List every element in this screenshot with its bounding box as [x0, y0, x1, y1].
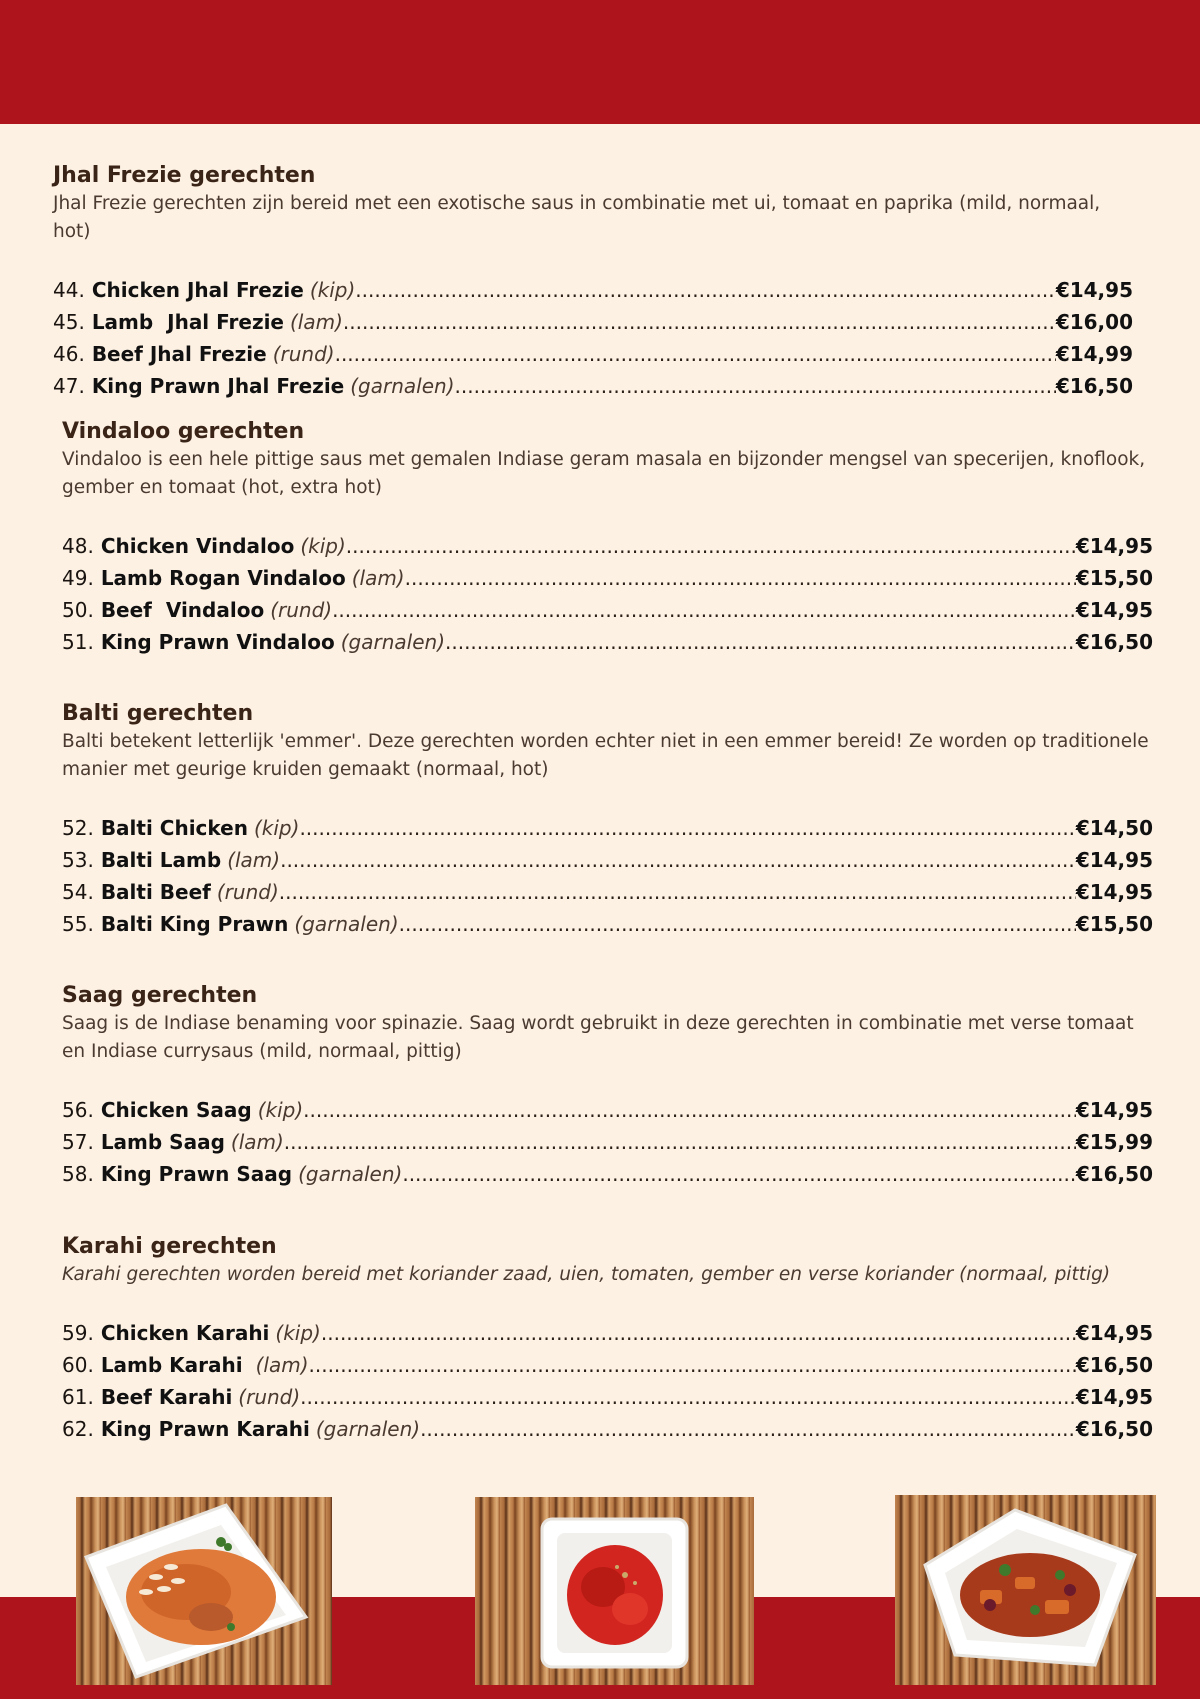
dot-leader [405, 562, 1076, 594]
item-number: 54. [62, 880, 94, 904]
dot-leader [343, 306, 1056, 338]
item-number: 47. [53, 374, 85, 398]
item-price: €14,95 [1075, 1098, 1153, 1122]
item-number: 59. [62, 1321, 94, 1345]
section-description: Karahi gerechten worden bereid met koriander zaad, uien, tomaten, gember en verse koriander (normaal, pittig) [62, 1264, 1111, 1285]
section-balti [62, 700, 1153, 940]
section-title: Vindaloo gerechten [62, 419, 305, 444]
item-name: Chicken Saag [100, 1098, 252, 1122]
section-jhal-frezie [53, 162, 1143, 402]
dot-leader [299, 812, 1075, 844]
item-name: Balti Lamb [100, 848, 222, 872]
dot-leader [355, 274, 1056, 306]
dish-illustration [475, 1497, 754, 1685]
item-price: €16,50 [1075, 1417, 1153, 1441]
menu-list [62, 530, 1153, 658]
item-price: €14,95 [1075, 1385, 1153, 1409]
item-price: €16,50 [1075, 630, 1153, 654]
dot-leader [279, 876, 1076, 908]
item-price: €16,50 [1055, 374, 1133, 398]
section-description: Balti betekent letterlijk 'emmer'. Deze gerechten worden echter niet in een emmer bereid! Ze worden op traditionele manier met geurige kruiden gemaakt (normaal, hot) [62, 731, 1149, 780]
dot-leader [335, 338, 1056, 370]
item-price: €14,95 [1055, 278, 1133, 302]
menu-item [53, 370, 1133, 402]
menu-item [62, 626, 1153, 658]
item-price: €15,50 [1075, 566, 1153, 590]
item-number: 57. [62, 1130, 94, 1154]
section-title: Jhal Frezie gerechten [53, 163, 316, 188]
item-number: 56. [62, 1098, 94, 1122]
item-variant: (lam) [290, 310, 343, 334]
item-price: €14,95 [1075, 1321, 1153, 1345]
item-name: Chicken Vindaloo [100, 534, 295, 558]
item-name: Balti King Prawn [100, 912, 289, 936]
dot-leader [309, 1349, 1076, 1381]
item-name: King Prawn Vindaloo [100, 630, 335, 654]
item-variant: (garnalen) [298, 1162, 403, 1186]
item-number: 62. [62, 1417, 94, 1441]
menu-list [62, 1317, 1153, 1445]
item-number: 49. [62, 566, 94, 590]
section-title: Saag gerechten [62, 983, 258, 1008]
item-variant: (garnalen) [315, 1417, 421, 1441]
menu-item [62, 1413, 1153, 1445]
item-price: €16,00 [1055, 310, 1133, 334]
item-name: Beef Jhal Frezie [91, 342, 267, 366]
menu-list [62, 812, 1153, 940]
item-price: €16,50 [1075, 1162, 1153, 1186]
food-photo [76, 1497, 332, 1685]
item-variant: (kip) [309, 278, 356, 302]
menu-item [62, 1094, 1153, 1126]
top-banner [0, 0, 1200, 124]
item-price: €14,95 [1075, 880, 1153, 904]
dot-leader [346, 530, 1076, 562]
section-description: Jhal Frezie gerechten zijn bereid met een exotische saus in combinatie met ui, tomaat en paprika (mild, normaal, hot) [53, 193, 1101, 242]
item-variant: (garnalen) [340, 630, 445, 654]
item-price: €15,50 [1075, 912, 1153, 936]
dish-illustration [895, 1495, 1156, 1685]
menu-item [53, 306, 1133, 338]
item-price: €14,95 [1075, 598, 1153, 622]
item-name: Lamb Rogan Vindaloo [100, 566, 346, 590]
dot-leader [399, 908, 1076, 940]
item-number: 44. [53, 278, 85, 302]
menu-item [62, 562, 1153, 594]
food-photo [895, 1495, 1156, 1685]
item-variant: (kip) [275, 1321, 321, 1345]
section-saag [62, 982, 1153, 1190]
section-karahi [62, 1233, 1153, 1445]
item-number: 55. [62, 912, 94, 936]
item-name: Beef Karahi [100, 1385, 233, 1409]
menu-item [62, 1126, 1153, 1158]
menu-item [62, 876, 1153, 908]
item-price: €14,50 [1075, 816, 1153, 840]
item-name: King Prawn Saag [100, 1162, 293, 1186]
item-price: €16,50 [1075, 1353, 1153, 1377]
dot-leader [284, 1126, 1076, 1158]
menu-list [62, 1094, 1153, 1190]
item-price: €14,95 [1075, 534, 1153, 558]
item-number: 46. [53, 342, 85, 366]
item-price: €15,99 [1075, 1130, 1153, 1154]
item-price: €14,99 [1055, 342, 1133, 366]
section-description: Vindaloo is een hele pittige saus met gemalen Indiase geram masala en bijzonder mengsel van specerijen, knoflook, gember en tomaat (hot, extra hot) [62, 449, 1146, 498]
menu-item [62, 844, 1153, 876]
item-number: 45. [53, 310, 85, 334]
menu-item [53, 338, 1133, 370]
item-variant: (rund) [270, 598, 333, 622]
food-photo [475, 1497, 754, 1685]
item-variant: (kip) [300, 534, 346, 558]
dot-leader [321, 1317, 1076, 1349]
dot-leader [445, 626, 1076, 658]
dot-leader [280, 844, 1076, 876]
menu-item [62, 1381, 1153, 1413]
item-name: Beef Vindaloo [100, 598, 265, 622]
item-number: 51. [62, 630, 94, 654]
dot-leader [420, 1413, 1076, 1445]
menu-item [53, 274, 1133, 306]
section-title: Karahi gerechten [62, 1234, 277, 1259]
dot-leader [303, 1094, 1076, 1126]
menu-item [62, 812, 1153, 844]
item-name: Balti Chicken [100, 816, 248, 840]
item-variant: (kip) [253, 816, 300, 840]
item-name: Balti Beef [100, 880, 211, 904]
dot-leader [402, 1158, 1075, 1190]
item-number: 58. [62, 1162, 94, 1186]
item-name: King Prawn Karahi [100, 1417, 310, 1441]
item-price: €14,95 [1075, 848, 1153, 872]
item-number: 52. [62, 816, 94, 840]
item-name: Lamb Saag [100, 1130, 225, 1154]
menu-item [62, 594, 1153, 626]
item-variant: (garnalen) [350, 374, 455, 398]
item-name: Chicken Jhal Frezie [91, 278, 304, 302]
item-variant: (rund) [216, 880, 279, 904]
item-variant: (rund) [238, 1385, 301, 1409]
item-variant: (lam) [227, 848, 281, 872]
dish-illustration [76, 1497, 332, 1685]
item-number: 60. [62, 1353, 94, 1377]
menu-item [62, 1317, 1153, 1349]
menu-item [62, 1158, 1153, 1190]
item-name: King Prawn Jhal Frezie [91, 374, 345, 398]
menu-item [62, 908, 1153, 940]
item-number: 48. [62, 534, 94, 558]
item-variant: (kip) [257, 1098, 304, 1122]
item-number: 53. [62, 848, 94, 872]
dot-leader [332, 594, 1076, 626]
item-variant: (garnalen) [294, 912, 399, 936]
dot-leader [455, 370, 1056, 402]
item-number: 61. [62, 1385, 94, 1409]
item-variant: (lam) [230, 1130, 284, 1154]
section-description: Saag is de Indiase benaming voor spinazie. Saag wordt gebruikt in deze gerechten in combinatie met verse tomaat en Indiase currysaus (mild, normaal, pittig) [62, 1013, 1134, 1062]
menu-item [62, 1349, 1153, 1381]
item-name: Lamb Karahi [100, 1353, 250, 1377]
menu-list [53, 274, 1133, 402]
item-variant: (lam) [255, 1353, 309, 1377]
section-title: Balti gerechten [62, 701, 254, 726]
item-variant: (rund) [272, 342, 335, 366]
dot-leader [300, 1381, 1076, 1413]
item-name: Lamb Jhal Frezie [91, 310, 284, 334]
item-variant: (lam) [351, 566, 405, 590]
section-vindaloo [62, 418, 1153, 658]
menu-item [62, 530, 1153, 562]
item-name: Chicken Karahi [100, 1321, 270, 1345]
item-number: 50. [62, 598, 94, 622]
